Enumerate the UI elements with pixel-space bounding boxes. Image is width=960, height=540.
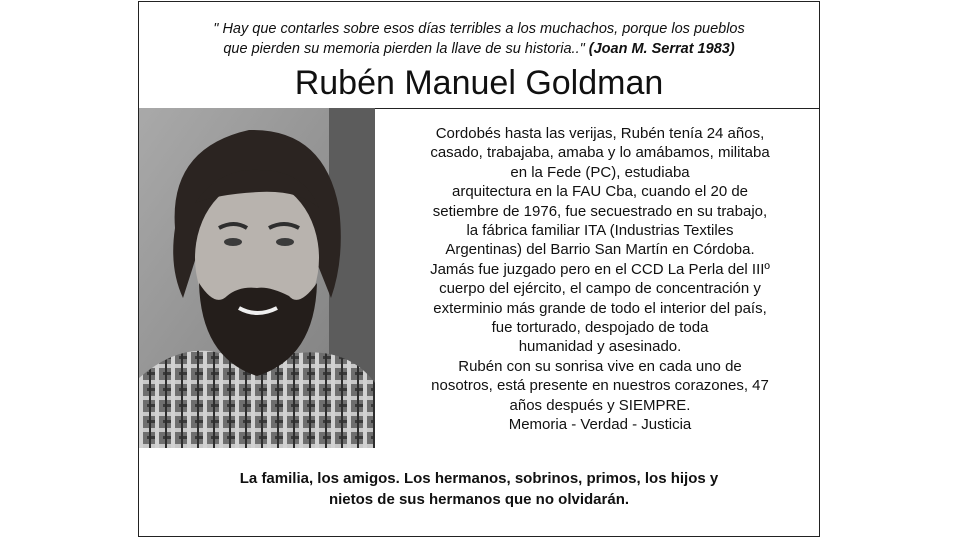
bio-line: humanidad y asesinado. (518, 338, 682, 356)
bio-line: arquitectura en la FAU Cba, cuando el 20 de (451, 183, 749, 201)
bio-line: casado, trabajaba, amaba y lo amábamos, militaba (430, 144, 770, 162)
footer-line-2: nietos de sus hermanos que no olvidarán. (328, 491, 630, 508)
quote-line-1: " Hay que contarles sobre esos días terribles a los muchachos, porque los pueblos (213, 21, 745, 37)
footer-line-1: La familia, los amigos. Los hermanos, sobrinos, primos, los hijos y (239, 470, 719, 487)
person-name: Rubén Manuel Goldman (294, 64, 664, 102)
bio-line: Rubén con su sonrisa vive en cada uno de (458, 357, 742, 375)
bio-line: Jamás fue juzgado pero en el CCD La Perla del IIIº (430, 260, 770, 278)
quote-author: (Joan M. Serrat 1983) (588, 41, 735, 57)
epigraph-quote (139, 19, 819, 59)
portrait-photo-image (139, 108, 375, 448)
bio-line: cuerpo del ejército, el campo de concentración y (439, 280, 761, 298)
bio-line: años después y SIEMPRE. (509, 396, 691, 414)
bio-line: Argentinas) del Barrio San Martín en Córdoba. (445, 241, 755, 259)
biography-text (387, 124, 813, 435)
obituary-notice (138, 1, 820, 537)
bio-line: fue torturado, despojado de toda (491, 319, 709, 337)
family-signature (139, 468, 819, 510)
bio-line: Cordobés hasta las verijas, Rubén tenía 24 años, (435, 125, 765, 142)
bio-line: setiembre de 1976, fue secuestrado en su trabajo, (432, 202, 768, 220)
portrait-photo (139, 108, 375, 448)
bio-line: en la Fede (PC), estudiaba (510, 163, 690, 181)
bio-line: nosotros, está presente en nuestros corazones, 47 (431, 377, 769, 395)
quote-line-2: que pierden su memoria pierden la llave de su historia.." (223, 41, 585, 57)
bio-line: Memoria - Verdad - Justicia (508, 416, 692, 434)
header (139, 2, 819, 109)
bio-line: la fábrica familiar ITA (Industrias Textiles (466, 222, 734, 240)
bio-line: exterminio más grande de todo el interior del país, (433, 299, 767, 317)
